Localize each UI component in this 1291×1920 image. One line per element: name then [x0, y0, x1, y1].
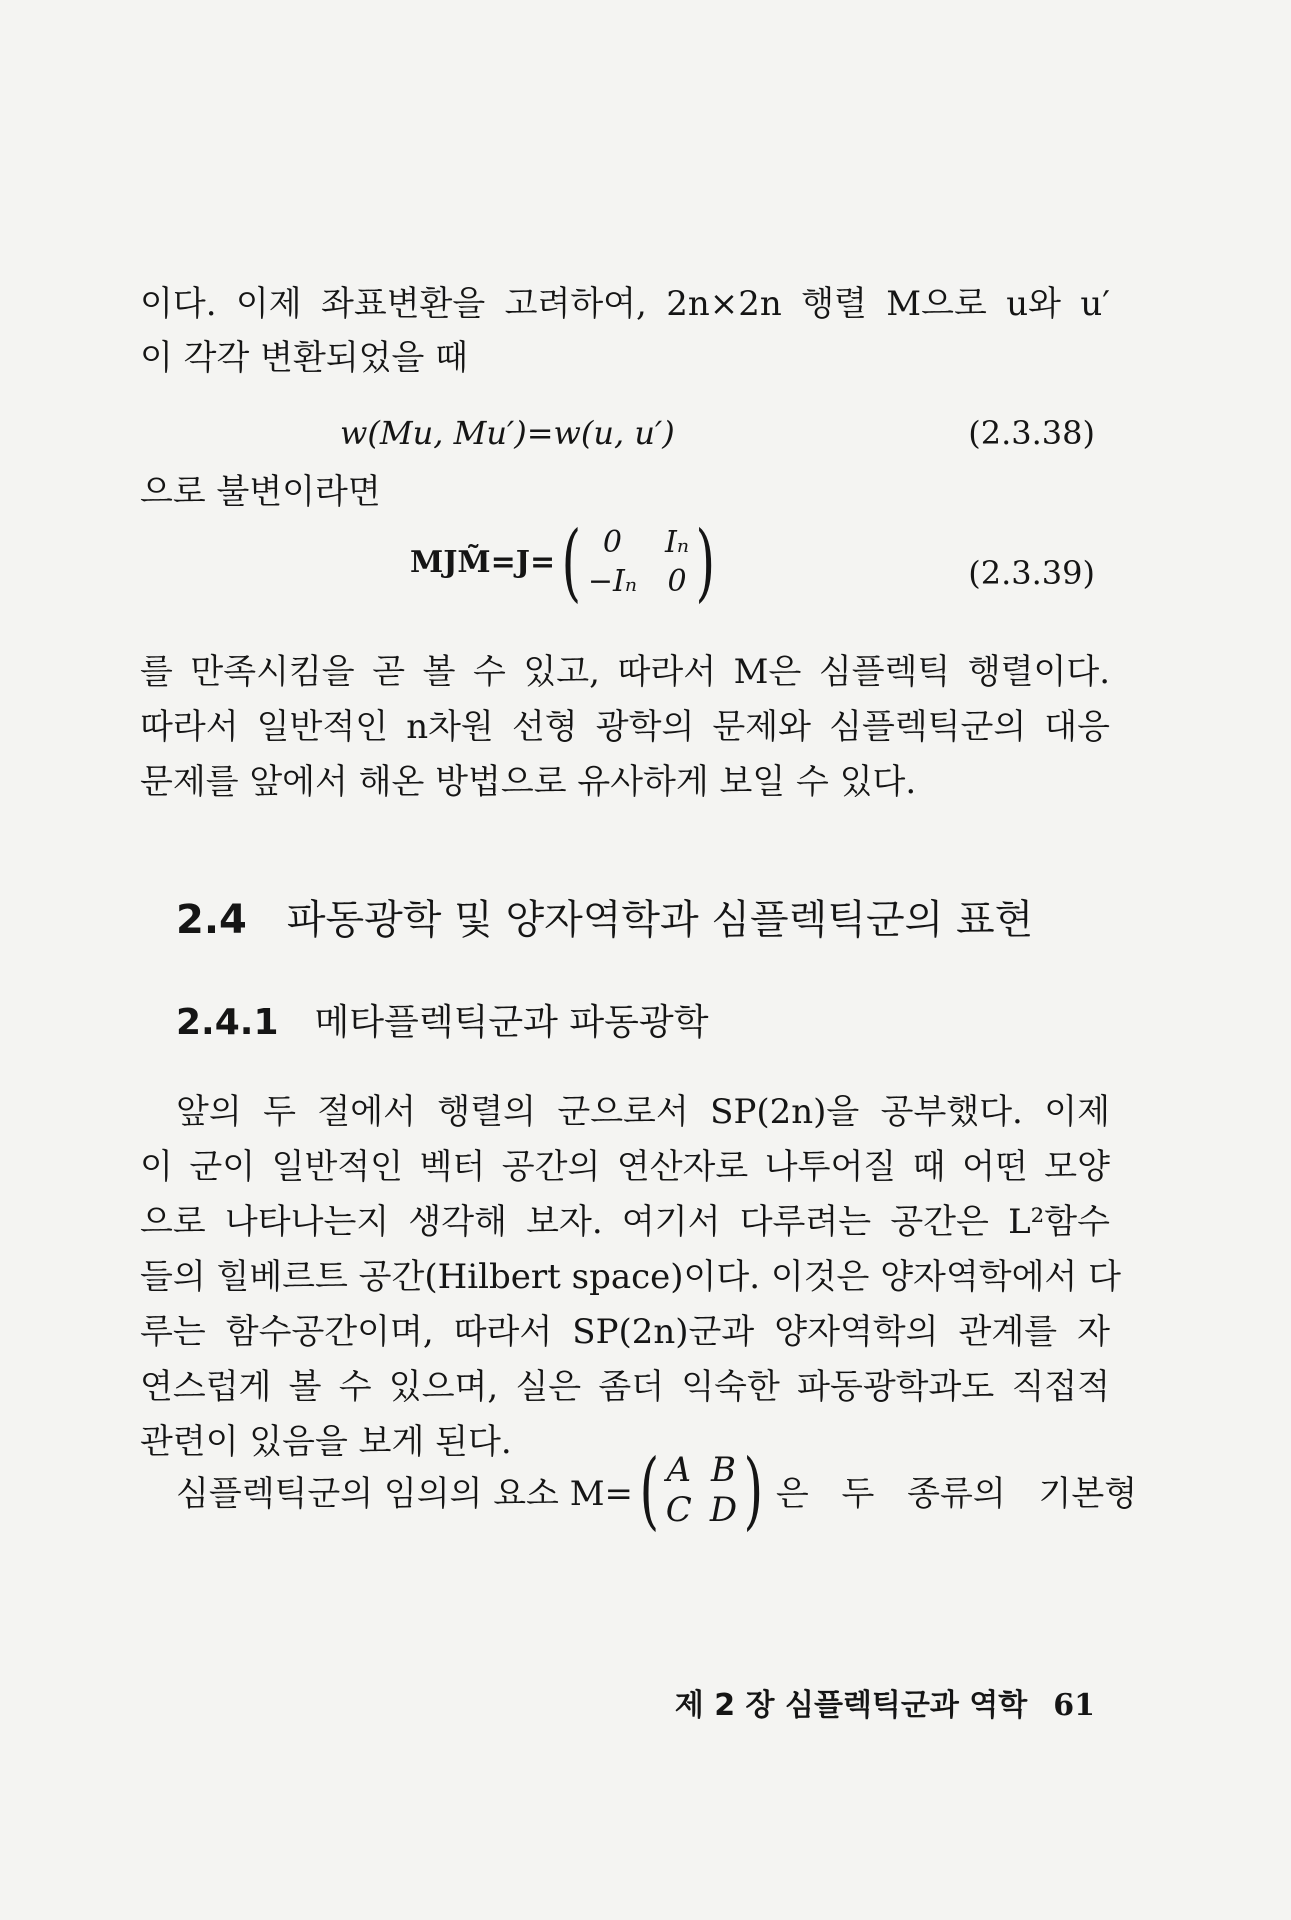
para3-line2: 따라서 일반적인 n차원 선형 광학의 문제와 심플렉틱군의 대응 — [140, 707, 1110, 747]
para5-after: 은 두 종류의 기본형 — [775, 1473, 1138, 1514]
para1-line1: 이다. 이제 좌표변환을 고려하여, 2n×2n 행렬 M으로 u와 u′ — [140, 284, 1110, 324]
equation-lhs: MJM̃=J= — [410, 544, 556, 580]
matrix-cell: B — [710, 1450, 736, 1490]
para4-line1: 앞의 두 절에서 행렬의 군으로서 SP(2n)을 공부했다. 이제 — [176, 1092, 1110, 1132]
subsection-heading — [176, 1000, 708, 1046]
equation-number-2-3-38: (2.3.38) — [968, 414, 1095, 452]
matrix-m — [666, 1450, 737, 1530]
matrix-cell: −Iₙ — [587, 564, 638, 599]
matrix-cell: C — [665, 1490, 692, 1530]
matrix-cell: A — [666, 1450, 692, 1490]
matrix-cell: 0 — [602, 525, 622, 560]
subsection-title: 메타플렉틱군과 파동광학 — [314, 1002, 709, 1043]
matrix-cell: Iₙ — [665, 525, 690, 560]
left-paren: ( — [561, 513, 582, 611]
section-title: 파동광학 및 양자역학과 심플렉틱군의 표현 — [286, 897, 1034, 943]
para5-before: 심플렉틱군의 임의의 요소 M= — [176, 1473, 634, 1514]
section-number: 2.4 — [176, 897, 247, 943]
equation-number-2-3-39: (2.3.39) — [968, 554, 1095, 592]
para4-line6: 연스럽게 볼 수 있으며, 실은 좀더 익숙한 파동광학과도 직접적 — [140, 1367, 1110, 1407]
para2-line: 으로 불변이라면 — [140, 472, 381, 512]
left-paren: ( — [639, 1441, 660, 1539]
para4-line3: 으로 나타나는지 생각해 보자. 여기서 다루려는 공간은 L²함수 — [140, 1202, 1110, 1242]
page-number: 61 — [1053, 1688, 1095, 1723]
matrix-cell: 0 — [667, 564, 687, 599]
para3-line3: 문제를 앞에서 해온 방법으로 유사하게 보일 수 있다. — [140, 762, 917, 802]
para3-line1: 를 만족시킴을 곧 볼 수 있고, 따라서 M은 심플렉틱 행렬이다. — [140, 652, 1110, 692]
chapter-title: 제 2 장 심플렉틱군과 역학 — [674, 1688, 1028, 1723]
right-paren: ) — [743, 1441, 764, 1539]
para4-line2: 이 군이 일반적인 벡터 공간의 연산자로 나투어질 때 어떤 모양 — [140, 1147, 1110, 1187]
section-heading — [176, 895, 1033, 945]
subsection-number: 2.4.1 — [176, 1002, 279, 1043]
para5-line — [176, 1441, 1138, 1539]
right-paren: ) — [695, 513, 716, 611]
matrix-cell: D — [709, 1490, 738, 1530]
para1-line2: 이 각각 변환되었을 때 — [140, 338, 469, 378]
para4-line7: 관련이 있음을 보게 된다. — [140, 1422, 512, 1462]
page-footer — [675, 1680, 1095, 1724]
equation-2-3-38: w(Mu, Mu′)=w(u, u′) — [340, 414, 675, 452]
equation-2-3-39 — [410, 513, 722, 611]
para4-line4: 들의 힐베르트 공간(Hilbert space)이다. 이것은 양자역학에서 다 — [140, 1257, 1121, 1297]
matrix-j — [588, 525, 689, 599]
para4-line5: 루는 함수공간이며, 따라서 SP(2n)군과 양자역학의 관계를 자 — [140, 1312, 1110, 1352]
